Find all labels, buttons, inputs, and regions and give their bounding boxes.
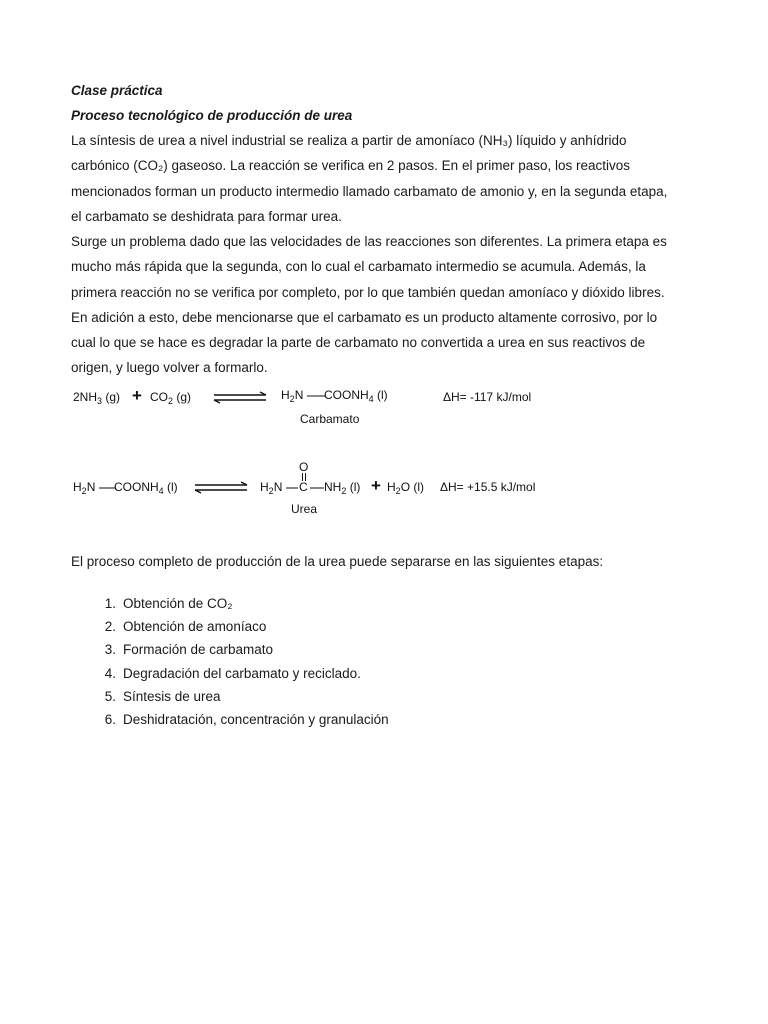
product-carbamato-formula: $H_2N$ bbox=[281, 388, 304, 404]
single-bond bbox=[307, 394, 325, 398]
paragraph-problem bbox=[71, 229, 686, 381]
label-carbamato: Carbamato bbox=[300, 412, 360, 426]
single-bond bbox=[99, 486, 115, 490]
reactant-carbamato-formula: $H_2N$ bbox=[73, 480, 96, 496]
paragraph-line: cual lo que se hace es degradar la parte de carbamato no convertida a urea en sus reactivos de bbox=[71, 335, 646, 351]
list-item: 4. Degradación del carbamato y reciclado. bbox=[104, 665, 361, 681]
paragraph-line: La síntesis de urea a nivel industrial se realiza a partir de amoníaco (NH₃) líquido y anhídrido bbox=[71, 133, 627, 148]
paragraph-line: mucho más rápida que la segunda, con lo cual el carbamato intermedio se acumula. Además, la bbox=[71, 259, 646, 275]
steps-intro: El proceso completo de producción de la urea puede separarse en las siguientes etapas: bbox=[71, 554, 604, 569]
urea-amine-left: $H_2N$ bbox=[260, 480, 283, 496]
reactant-nh3: $2NH_3$ (g) bbox=[73, 390, 121, 406]
water-formula: $H_2O$ (l) bbox=[387, 480, 425, 496]
urea-oxygen: O bbox=[299, 460, 309, 474]
plus-sign: + bbox=[371, 476, 381, 495]
list-item: 6. Deshidratación, concentración y granulación bbox=[104, 711, 389, 727]
single-bond bbox=[310, 486, 324, 490]
urea-amine-right: $NH_2$ (l) bbox=[324, 480, 361, 496]
paragraph-line: mencionados forman un producto intermedio llamado carbamato de amonio y, en la segunda etapa, bbox=[71, 183, 668, 199]
delta-h-2: ΔH= +15.5 kJ/mol bbox=[440, 480, 536, 494]
paragraph-line: Surge un problema dado que las velocidades de las reacciones son diferentes. La primera etapa es bbox=[71, 234, 667, 249]
delta-h-1: ΔH= -117 kJ/mol bbox=[443, 390, 532, 404]
steps-list bbox=[71, 594, 389, 733]
paragraph-intro bbox=[71, 128, 686, 229]
plus-sign: + bbox=[132, 386, 142, 405]
heading-clase-practica: Clase práctica bbox=[71, 83, 163, 98]
urea-carbon: C bbox=[299, 480, 308, 494]
paragraph-line: carbónico (CO₂) gaseoso. La reacción se verifica en 2 pasos. En el primer paso, los reactivos bbox=[71, 158, 631, 174]
heading-proceso-tecnologico: Proceso tecnológico de producción de urea bbox=[71, 108, 353, 123]
label-urea: Urea bbox=[291, 502, 318, 516]
paragraph-line: En adición a esto, debe mencionarse que el carbamato es un producto altamente corrosivo, por lo bbox=[71, 309, 658, 325]
single-bond bbox=[286, 486, 298, 490]
reactant-co2: $CO_2$ (g) bbox=[150, 390, 192, 406]
reactant-carbamato-suffix: $COONH_4$ (l) bbox=[114, 480, 178, 496]
paragraph-line: primera reacción no se verifica por completo, por lo que también quedan amoníaco y dióxido libres. bbox=[71, 284, 665, 300]
list-item: 1. Obtención de CO₂ bbox=[104, 596, 233, 611]
equilibrium-arrow-icon bbox=[212, 391, 268, 405]
list-item: 2. Obtención de amoníaco bbox=[104, 619, 267, 635]
list-item: 5. Síntesis de urea bbox=[104, 688, 221, 704]
list-item: 3. Formación de carbamato bbox=[104, 642, 274, 658]
paragraph-line: origen, y luego volver a formarlo. bbox=[71, 360, 268, 376]
equilibrium-arrow-icon bbox=[193, 481, 249, 495]
paragraph-line: el carbamato se deshidrata para formar urea. bbox=[71, 208, 342, 224]
product-carbamato-suffix: $COONH_4$ (l) bbox=[324, 388, 388, 404]
